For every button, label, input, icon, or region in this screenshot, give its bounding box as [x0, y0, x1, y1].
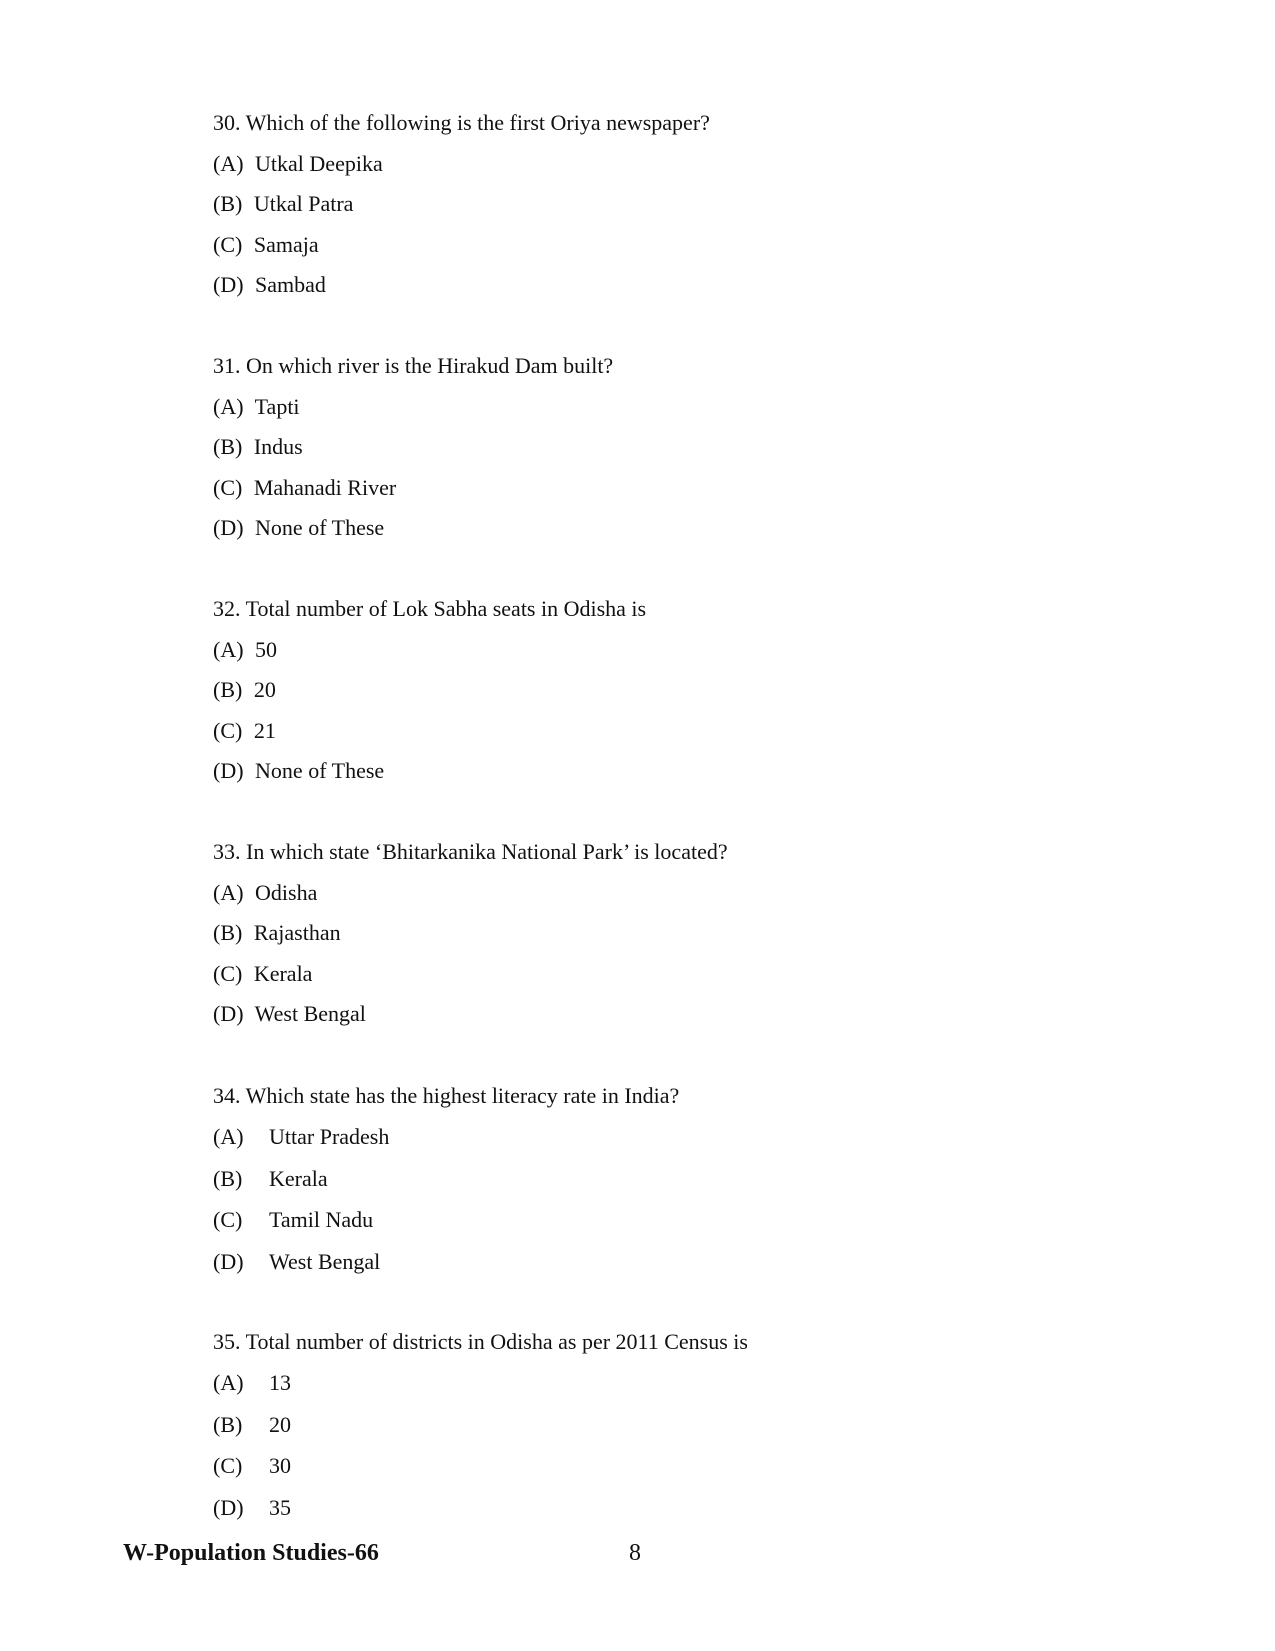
- question-35: [213, 1329, 1113, 1521]
- option-d: [213, 272, 1113, 298]
- question-text: 32. Total number of Lok Sabha seats in Odisha is: [213, 596, 647, 621]
- option-text: 30: [269, 1453, 291, 1479]
- option-d: [213, 515, 1113, 541]
- option-letter: (D): [213, 272, 244, 298]
- option-text: West Bengal: [254, 1001, 366, 1027]
- page-number: 8: [629, 1540, 641, 1566]
- option-d: [213, 758, 1113, 784]
- option-text: Utkal Deepika: [255, 150, 383, 176]
- option-letter: (C): [213, 960, 243, 986]
- footer-title: W-Population Studies-66: [123, 1540, 379, 1566]
- option-text: Kerala: [269, 1165, 328, 1191]
- option-d: [213, 1249, 1113, 1275]
- option-b: [213, 1166, 1113, 1192]
- question-30: [213, 110, 1113, 298]
- option-text: Uttar Pradesh: [269, 1124, 390, 1150]
- option-letter: (B): [213, 1165, 243, 1191]
- option-c: [213, 1207, 1113, 1233]
- option-b: [213, 434, 1113, 460]
- option-letter: (A): [213, 150, 244, 176]
- question-33: [213, 839, 1113, 1027]
- option-letter: (C): [213, 717, 243, 743]
- question-text: 33. In which state ‘Bhitarkanika National Park’ is located?: [213, 839, 728, 864]
- option-text: Odisha: [255, 879, 318, 905]
- option-a: [213, 637, 1113, 663]
- option-letter: (C): [213, 231, 243, 257]
- option-text: Rajasthan: [253, 920, 341, 946]
- option-letter: (D): [213, 1001, 244, 1027]
- option-text: Utkal Patra: [253, 191, 354, 217]
- option-text: West Bengal: [269, 1248, 381, 1274]
- option-text: 20: [269, 1411, 291, 1437]
- option-text: Sambad: [255, 272, 326, 298]
- option-letter: (A): [213, 1370, 244, 1396]
- option-d: [213, 1495, 1113, 1521]
- option-letter: (D): [213, 1248, 244, 1274]
- option-text: Kerala: [253, 960, 313, 986]
- option-text: 50: [255, 636, 278, 662]
- option-c: [213, 1453, 1113, 1479]
- question-text: 34. Which state has the highest literacy rate in India?: [213, 1083, 680, 1108]
- question-32: [213, 596, 1113, 784]
- option-text: Samaja: [253, 231, 319, 257]
- question-34: [213, 1083, 1113, 1275]
- option-text: Mahanadi River: [253, 474, 397, 500]
- option-text: Indus: [253, 434, 303, 460]
- option-letter: (B): [213, 677, 243, 703]
- option-letter: (B): [213, 434, 243, 460]
- option-letter: (B): [213, 1411, 243, 1437]
- option-letter: (D): [213, 758, 244, 784]
- option-letter: (C): [213, 1453, 243, 1479]
- option-c: [213, 232, 1113, 258]
- option-text: 13: [269, 1370, 291, 1396]
- option-letter: (D): [213, 1494, 244, 1520]
- option-a: [213, 1370, 1113, 1396]
- option-b: [213, 677, 1113, 703]
- option-text: Tamil Nadu: [269, 1207, 374, 1233]
- option-letter: (D): [213, 515, 244, 541]
- option-letter: (A): [213, 879, 244, 905]
- option-letter: (C): [213, 474, 243, 500]
- question-text: 30. Which of the following is the first Oriya newspaper?: [213, 110, 710, 135]
- option-letter: (A): [213, 393, 244, 419]
- option-b: [213, 920, 1113, 946]
- option-a: [213, 1124, 1113, 1150]
- option-text: 21: [253, 717, 276, 743]
- question-31: [213, 353, 1113, 541]
- question-text: 35. Total number of districts in Odisha as per 2011 Census is: [213, 1329, 748, 1354]
- option-text: 20: [253, 677, 276, 703]
- option-text: None of These: [255, 515, 385, 541]
- option-letter: (B): [213, 920, 243, 946]
- option-text: Tapti: [254, 393, 300, 419]
- option-c: [213, 475, 1113, 501]
- option-c: [213, 961, 1113, 987]
- option-a: [213, 151, 1113, 177]
- option-letter: (A): [213, 636, 244, 662]
- option-letter: (B): [213, 191, 243, 217]
- question-text: 31. On which river is the Hirakud Dam built?: [213, 353, 614, 378]
- option-a: [213, 880, 1113, 906]
- option-text: 35: [269, 1494, 291, 1520]
- option-b: [213, 1412, 1113, 1438]
- option-letter: (A): [213, 1124, 244, 1150]
- option-b: [213, 191, 1113, 217]
- option-a: [213, 394, 1113, 420]
- option-c: [213, 718, 1113, 744]
- option-letter: (C): [213, 1207, 243, 1233]
- option-text: None of These: [255, 758, 385, 784]
- option-d: [213, 1001, 1113, 1027]
